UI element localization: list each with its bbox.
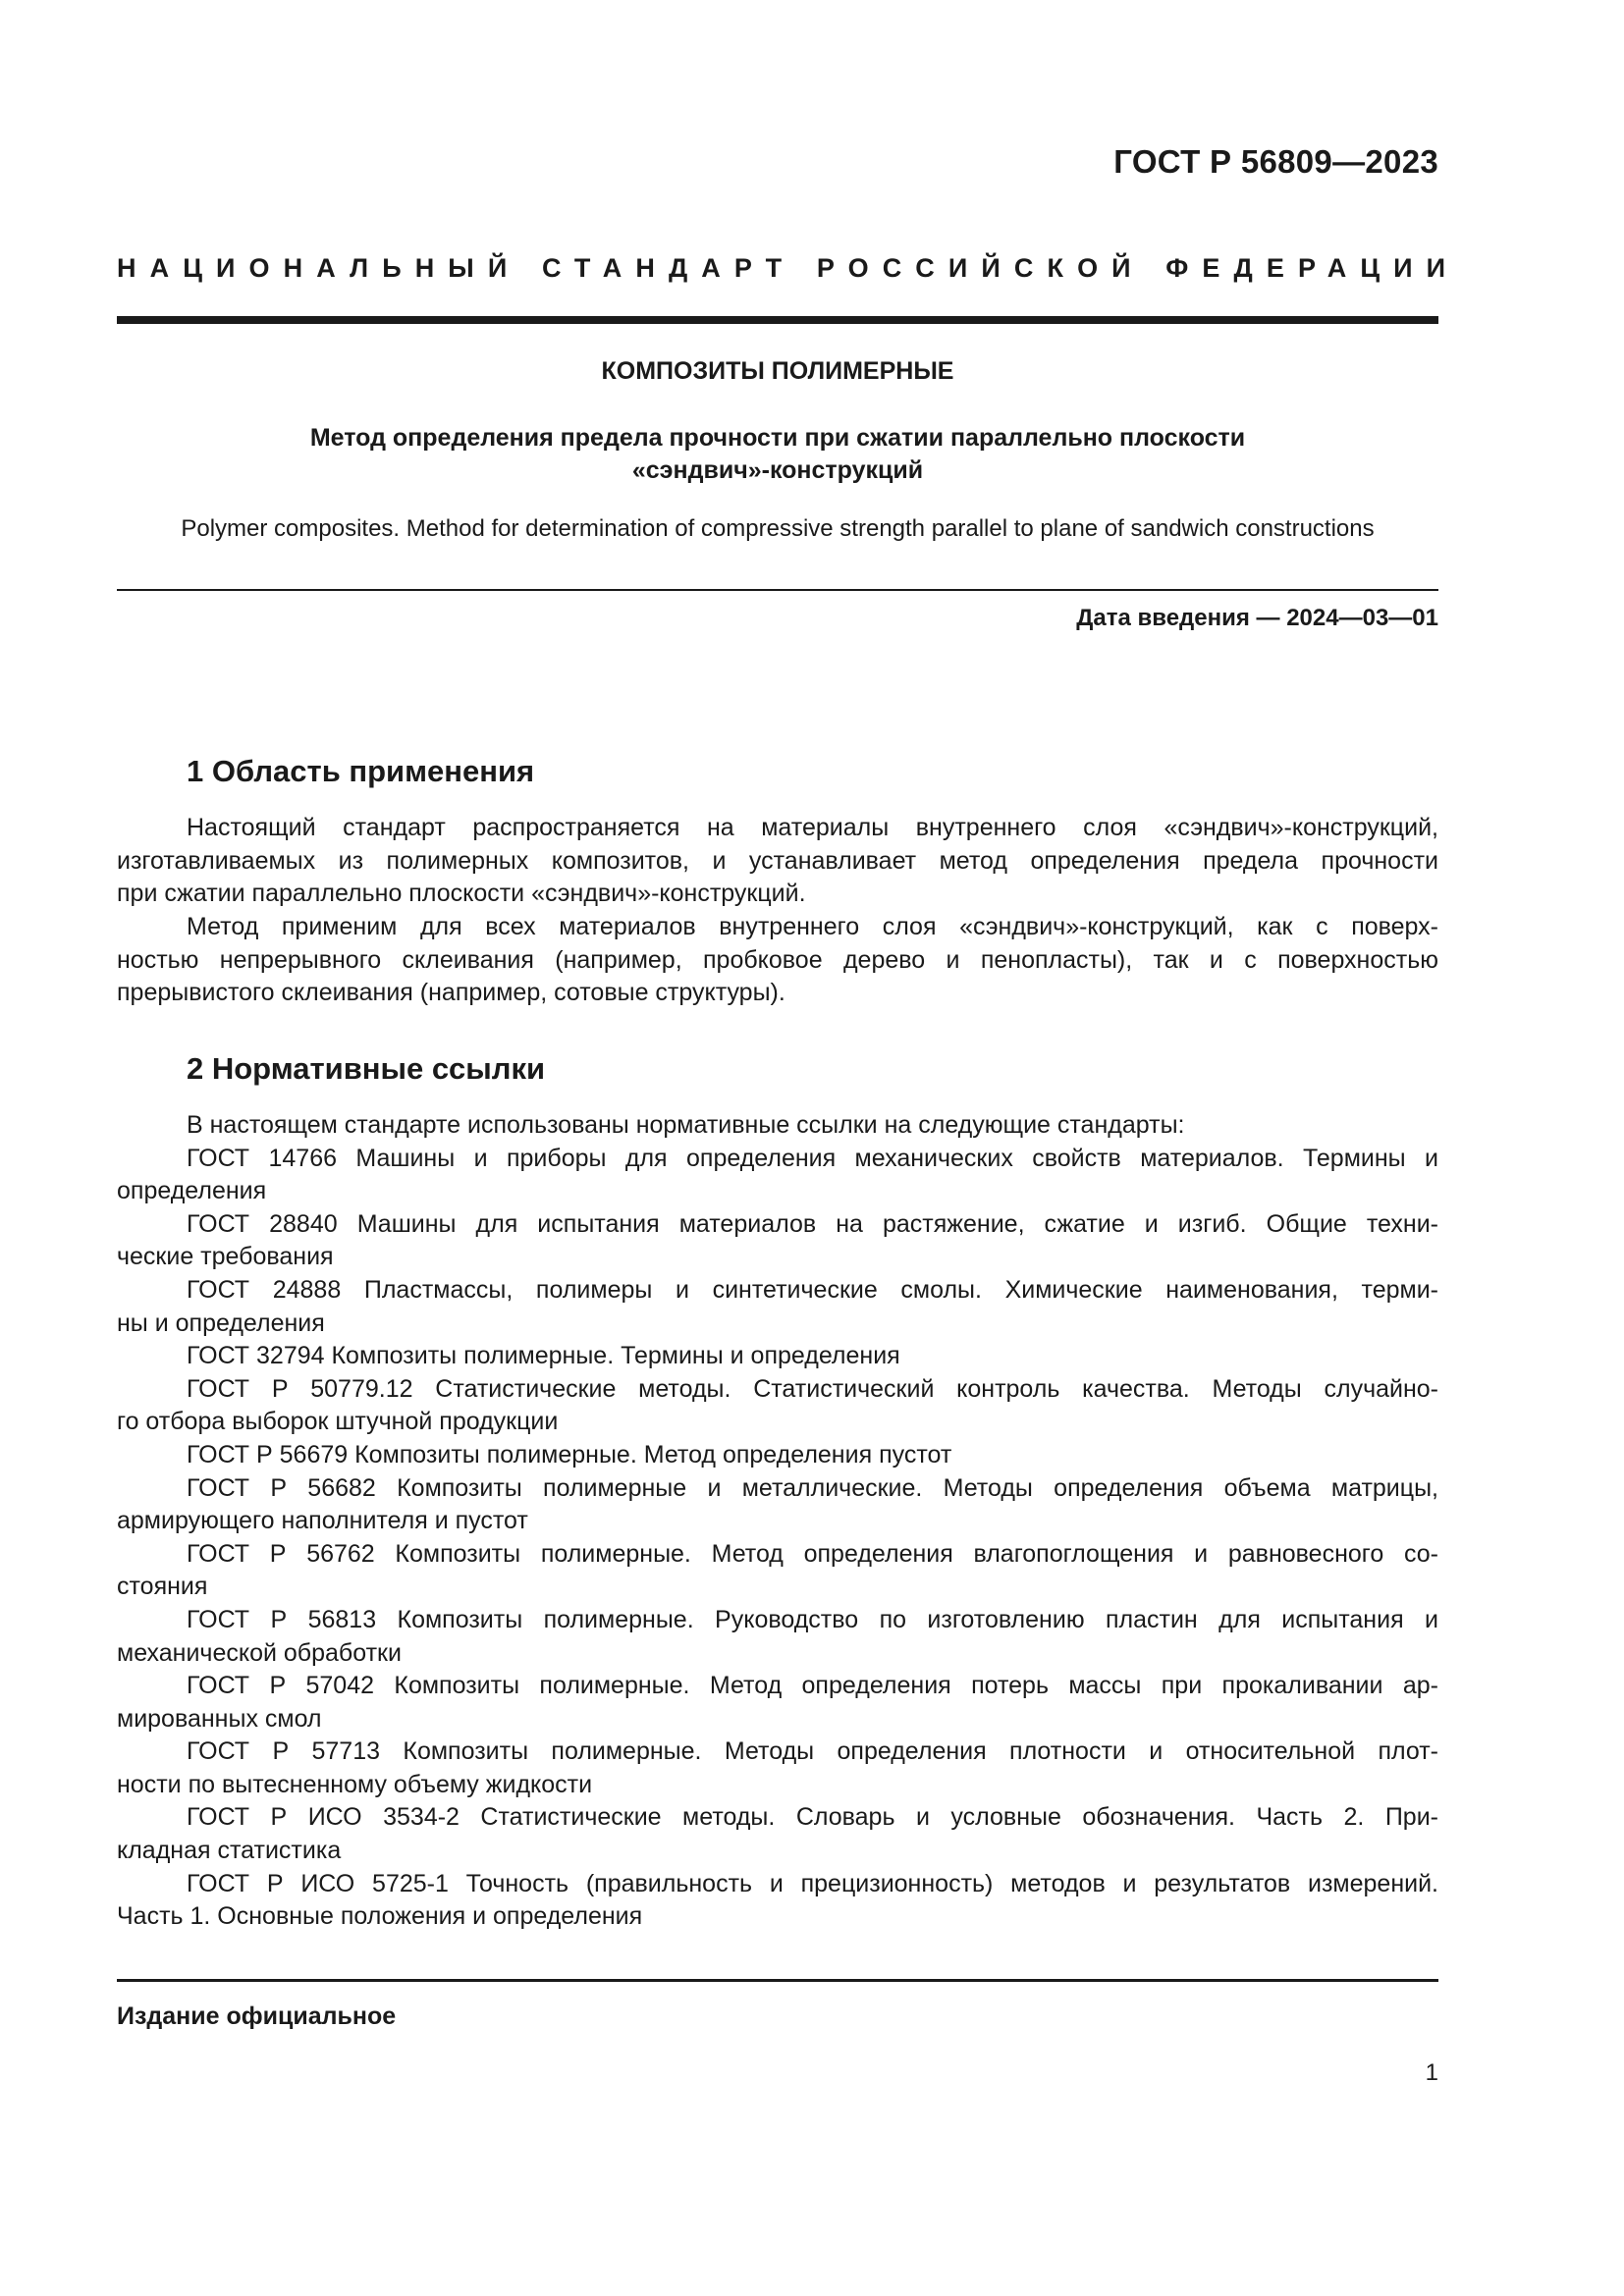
paragraph-line: при сжатии параллельно плоскости «сэндвич»-конструкций. — [117, 880, 806, 908]
header-rule — [117, 316, 1438, 324]
document-title: КОМПОЗИТЫ ПОЛИМЕРНЫЕ — [601, 357, 954, 385]
subtitle-line-2: «сэндвич»-конструкций — [631, 456, 924, 484]
reference-continuation: ности по вытесненному объему жидкости — [117, 1770, 593, 1798]
official-edition-label: Издание официальное — [117, 2002, 397, 2030]
reference-continuation: Часть 1. Основные положения и определения — [117, 1902, 643, 1931]
document-subtitle — [117, 422, 1438, 487]
introduction-date: Дата введения — 2024—03—01 — [1076, 605, 1438, 631]
reference-gost-r-56679: ГОСТ Р 56679 Композиты полимерные. Метод определения пустот — [187, 1440, 952, 1468]
reference-gost-r-56682: ГОСТ Р 56682 Композиты полимерные и металлические. Методы определения объема матрицы, — [187, 1473, 1438, 1502]
footer-rule — [117, 1979, 1438, 1982]
paragraph-line: ностью непрерывного склеивания (например, пробковое дерево и пенопласты), так и с поверхностью — [117, 945, 1438, 974]
reference-continuation: кладная статистика — [117, 1837, 342, 1865]
section-1-paragraph-1 — [117, 812, 1438, 911]
reference-continuation: стояния — [117, 1573, 208, 1601]
reference-continuation: го отбора выборок штучной продукции — [117, 1408, 559, 1436]
national-standard-heading: НАЦИОНАЛЬНЫЙ СТАНДАРТ РОССИЙСКОЙ ФЕДЕРАЦИИ — [117, 253, 1460, 283]
reference-gost-14766: ГОСТ 14766 Машины и приборы для определения механических свойств материалов. Термины и — [187, 1144, 1438, 1172]
reference-continuation: мированных смол — [117, 1704, 322, 1733]
reference-gost-r-57713: ГОСТ Р 57713 Композиты полимерные. Методы определения плотности и относительной плот- — [187, 1737, 1438, 1766]
reference-gost-24888: ГОСТ 24888 Пластмассы, полимеры и синтетические смолы. Химические наименования, терми- — [187, 1275, 1438, 1304]
paragraph-line: Метод применим для всех материалов внутреннего слоя «сэндвич»-конструкций, как с поверх- — [187, 913, 1438, 940]
references-intro: В настоящем стандарте использованы нормативные ссылки на следующие стандарты: — [187, 1111, 1185, 1139]
reference-continuation: определения — [117, 1177, 267, 1205]
reference-gost-r-iso-5725-1: ГОСТ Р ИСО 5725-1 Точность (правильность и прецизионность) методов и результатов измерений. — [187, 1869, 1438, 1897]
page-number: 1 — [1425, 2059, 1438, 2086]
reference-gost-r-56762: ГОСТ Р 56762 Композиты полимерные. Метод определения влагопоглощения и равновесного со- — [187, 1539, 1438, 1568]
document-page — [117, 0, 1460, 2296]
reference-gost-28840: ГОСТ 28840 Машины для испытания материалов на растяжение, сжатие и изгиб. Общие техни- — [187, 1209, 1438, 1238]
reference-gost-r-57042: ГОСТ Р 57042 Композиты полимерные. Метод определения потерь массы при прокаливании ар- — [187, 1672, 1438, 1700]
reference-continuation: ческие требования — [117, 1243, 334, 1271]
reference-continuation: армирующего наполнителя и пустот — [117, 1507, 528, 1535]
title-rule — [117, 589, 1438, 591]
section-1-paragraph-2 — [117, 911, 1438, 1010]
gost-number: ГОСТ Р 56809—2023 — [1113, 143, 1438, 180]
paragraph-line: изготавливаемых из полимерных композитов, и устанавливает метод определения предела прочности — [117, 846, 1438, 875]
section-2-heading: 2 Нормативные ссылки — [187, 1051, 546, 1086]
reference-gost-r-50779-12: ГОСТ Р 50779.12 Статистические методы. Статистический контроль качества. Методы случайно- — [187, 1374, 1438, 1403]
paragraph-line: Настоящий стандарт распространяется на материалы внутреннего слоя «сэндвич»-конструкций, — [187, 814, 1438, 841]
document-title-english: Polymer composites. Method for determination of compressive strength parallel to plane of sandwich constructions — [181, 515, 1375, 542]
paragraph-line: прерывистого склеивания (например, сотовые структуры). — [117, 979, 785, 1007]
reference-gost-32794: ГОСТ 32794 Композиты полимерные. Термины и определения — [187, 1342, 900, 1370]
normative-references — [117, 1109, 1438, 1934]
subtitle-line-1: Метод определения предела прочности при сжатии параллельно плоскости — [309, 424, 1246, 452]
section-1-heading: 1 Область применения — [187, 754, 535, 788]
reference-gost-r-56813: ГОСТ Р 56813 Композиты полимерные. Руководство по изготовлению пластин для испытания и — [187, 1605, 1438, 1633]
reference-gost-r-iso-3534-2: ГОСТ Р ИСО 3534-2 Статистические методы. Словарь и условные обозначения. Часть 2. При- — [187, 1803, 1438, 1832]
reference-continuation: ны и определения — [117, 1308, 325, 1337]
reference-continuation: механической обработки — [117, 1638, 402, 1667]
